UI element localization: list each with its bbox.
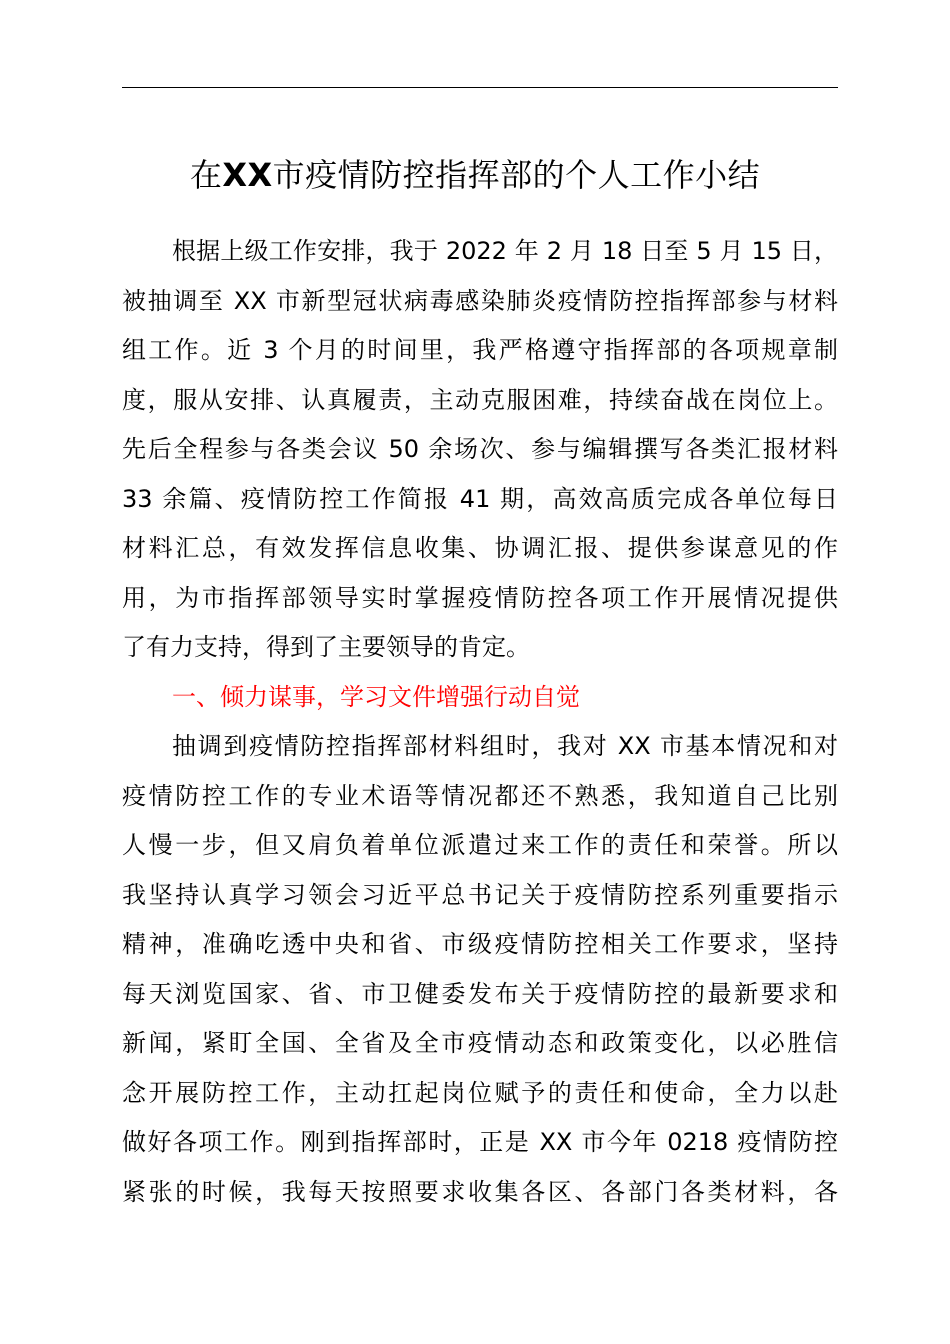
title-bold-city: XX xyxy=(222,156,273,194)
title-prefix: 在 xyxy=(189,156,223,194)
paragraph-2-line-6: 每天浏览国家、省、市卫健委发布关于疫情防控的最新要求和 xyxy=(122,979,838,1008)
paragraph-1-line-5: 先后全程参与各类会议 50 余场次、参与编辑撰写各类汇报材料 xyxy=(122,435,838,463)
paragraph-2-line-8: 念开展防控工作，主动扛起岗位赋予的责任和使命，全力以赴 xyxy=(122,1078,838,1107)
section-heading-1: 一、倾力谋事，学习文件增强行动自觉 xyxy=(172,682,580,711)
title-suffix: 市疫情防控指挥部的个人工作小结 xyxy=(272,156,761,194)
paragraph-2-line-10: 紧张的时候，我每天按照要求收集各区、各部门各类材料，各 xyxy=(122,1177,838,1206)
paragraph-2-line-9: 做好各项工作。刚到指挥部时，正是 XX 市今年 0218 疫情防控 xyxy=(122,1128,838,1156)
paragraph-2-line-2: 疫情防控工作的专业术语等情况都还不熟悉，我知道自己比别 xyxy=(122,781,838,810)
paragraph-1-line-1: 根据上级工作安排，我于 2022 年 2 月 18 日至 5 月 15 日， xyxy=(172,237,838,265)
paragraph-2-line-3: 人慢一步，但又肩负着单位派遣过来工作的责任和荣誉。所以 xyxy=(122,831,838,859)
paragraph-1-line-9: 了有力支持，得到了主要领导的肯定。 xyxy=(122,633,530,661)
document-title xyxy=(0,150,950,200)
paragraph-1-line-8: 用，为市指挥部领导实时掌握疫情防控各项工作开展情况提供 xyxy=(122,583,838,612)
paragraph-2-line-1: 抽调到疫情防控指挥部材料组时，我对 XX 市基本情况和对 xyxy=(172,732,838,760)
paragraph-1-line-3: 组工作。近 3 个月的时间里，我严格遵守指挥部的各项规章制 xyxy=(122,336,838,364)
paragraph-1-line-2: 被抽调至 XX 市新型冠状病毒感染肺炎疫情防控指挥部参与材料 xyxy=(122,286,838,315)
paragraph-1-line-4: 度，服从安排、认真履责，主动克服困难，持续奋战在岗位上。 xyxy=(122,385,838,414)
document-body xyxy=(122,227,838,1217)
paragraph-2-line-4: 我坚持认真学习领会习近平总书记关于疫情防控系列重要指示 xyxy=(122,880,838,909)
paragraph-1-line-6: 33 余篇、疫情防控工作简报 41 期，高效高质完成各单位每日 xyxy=(122,484,838,513)
paragraph-1-line-7: 材料汇总，有效发挥信息收集、协调汇报、提供参谋意见的作 xyxy=(122,534,838,562)
header-rule xyxy=(122,87,838,88)
paragraph-2-line-7: 新闻，紧盯全国、全省及全市疫情动态和政策变化，以必胜信 xyxy=(122,1029,838,1057)
paragraph-2-line-5: 精神，准确吃透中央和省、市级疫情防控相关工作要求，坚持 xyxy=(122,930,838,958)
